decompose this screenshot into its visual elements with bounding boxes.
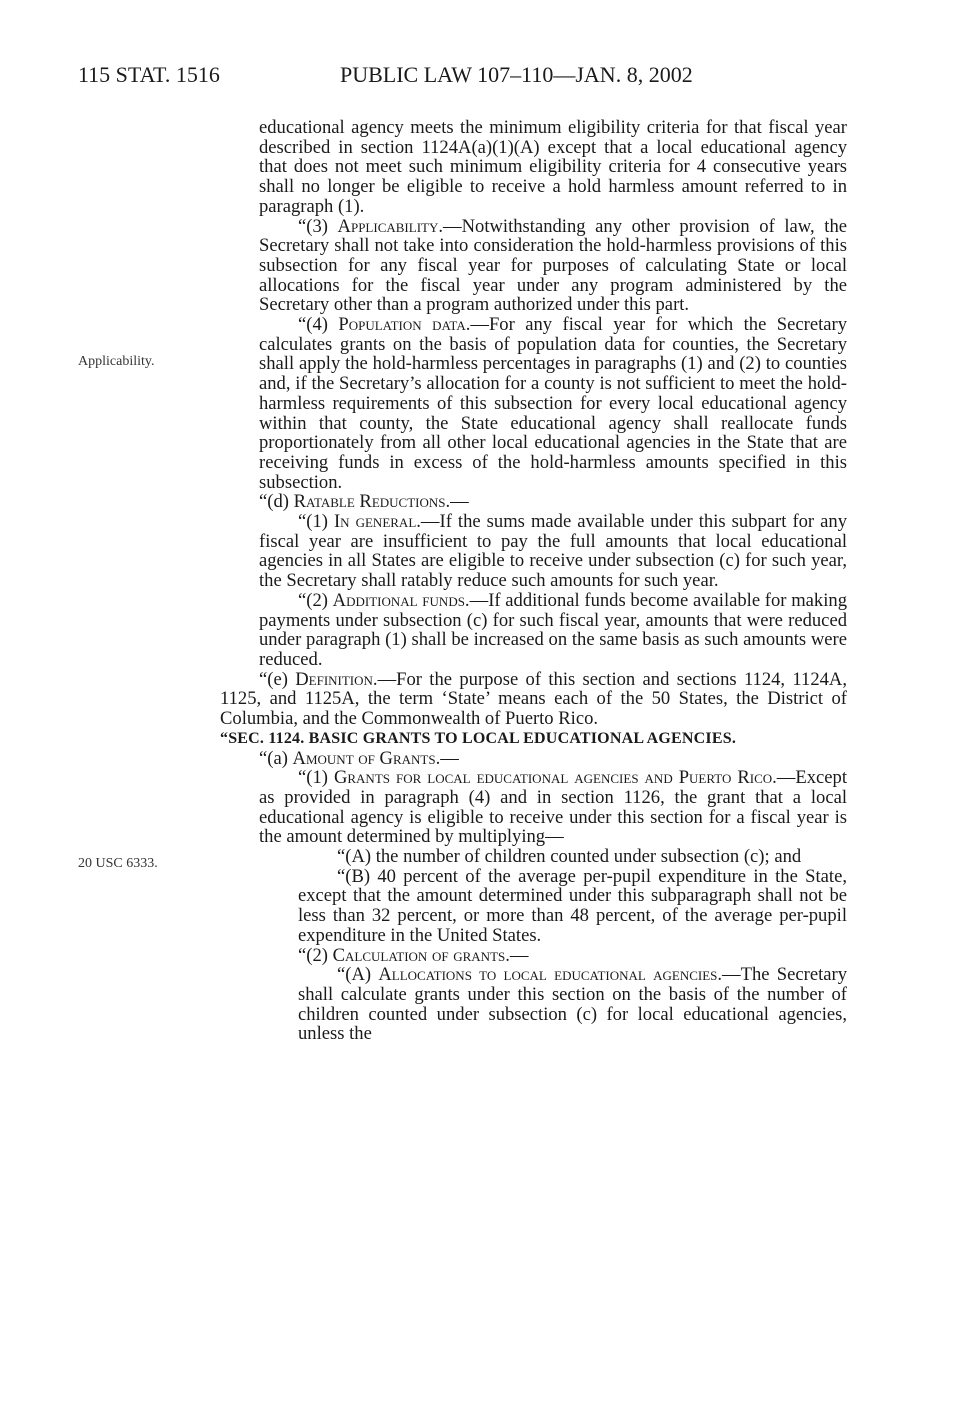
subsection-d-title: Ratable Reductions.— [293,491,469,513]
paragraph-4-text: —For any fiscal year for which the Secretary calculates grants on the basis of population data for counties, the Secretary shall apply the hold-harmless percentages in paragraphs (1) and (2) to counties and, if the Secretary’s allocation for a county is not sufficient to meet the hold-harmless requirements of this subsection for every local educational agency within that county, the State educational agency shall reallocate funds proportionately from all other local educational agencies in the State that are receiving funds in excess of the hold-harmless amounts specified in this subsection. [259,314,847,493]
paragraph-d1-heading: In general. [333,511,421,533]
paragraph-a1-heading: Grants for local educational agencies and Puerto Rico. [333,767,777,789]
paragraph-3-heading: Applicability. [337,215,444,237]
subparagraph-a1-B: “(B) 40 percent of the average per-pupil expenditure in the State, except that the amount determined under this subparagraph shall not be less than 32 percent, or more than 48 percent, of the average per-pupil expenditure in the United States. [298,865,847,946]
paragraph-a1-text: —Except as provided in paragraph (4) and in section 1126, the grant that a local educational agency is eligible to receive under this section for a fiscal year is the amount determined by multiplying— [259,767,847,848]
subparagraph-a1-A: “(A) the number of children counted under subsection (c); and [337,846,802,868]
paragraph-d2-lead: “(2) [298,589,333,611]
subparagraph-a2-A-lead: “(A) [337,964,379,986]
section-1124-heading: “SEC. 1124. BASIC GRANTS TO LOCAL EDUCATIONAL AGENCIES. [220,729,737,747]
paragraph-4-population-data [220,315,847,492]
subsection-a-heading [220,749,847,769]
subsection-e-definition [220,670,847,729]
paragraph-4-lead: “(4) [298,314,339,336]
subsection-d-heading [220,492,847,512]
subsection-e-text: —For the purpose of this section and sections 1124, 1124A, 1125, and 1125A, the term ‘State’ means each of the 50 States, the District of Columbia, and the Commonwealth of Puerto Rico. [220,668,847,730]
body-text [220,118,847,1044]
subsection-a-title: Amount of Grants.— [292,747,459,769]
paragraph-3-applicability [220,217,847,316]
paragraph-3-lead: “(3) [298,215,338,237]
paragraph-a1-grants [220,768,847,847]
running-header [78,62,847,92]
paragraph-4-heading: Population data. [338,314,471,336]
paragraph-a2-calculation [220,946,847,966]
paragraph-d2-additional-funds [220,591,847,670]
paragraph-d1-text: —If the sums made available under this subpart for any fiscal year are insufficient to pay the full amounts that local educational agencies in all States are eligible to receive under subsection (c) for such year, the Secretary shall ratably reduce such amounts for such year. [259,511,848,592]
paragraph-d2-text: —If additional funds become available for making payments under subsection (c) for such fiscal year, amounts that were reduced under paragraph (1) shall be increased on the same basis as such amounts were reduced. [259,589,847,670]
subsection-d-lead: “(d) [259,491,294,513]
subsection-a-lead: “(a) [259,747,293,769]
subparagraph-a2-A-text: The Secretary shall calculate grants under this section on the basis of the number of children counted under subsection (c) for local educational agencies, unless the [298,964,847,1045]
paragraph-a2-lead: “(2) [298,944,333,966]
subparagraph-a2-A [220,965,847,1044]
law-title: PUBLIC LAW 107–110—JAN. 8, 2002 [340,62,693,87]
paragraph-a1-lead: “(1) [298,767,334,789]
paragraph-d1-lead: “(1) [298,511,334,533]
page-reference: 115 STAT. 1516 [78,62,220,87]
margin-note-applicability: Applicability. [78,354,155,369]
margin-note-usc-ref: 20 USC 6333. [78,856,158,871]
paragraph-3-text: —Notwithstanding any other provision of law, the Secretary shall not take into consideration the hold-harmless provisions of this subsection for any fiscal year for purposes of calculating State or local allocations for the fiscal year under any program administered by the Secretary other than a program authorized under this part. [259,215,847,316]
subsection-e-heading: Definition. [295,668,378,690]
subsection-e-lead: “(e) [259,668,296,690]
paragraph-a2-heading: Calculation of grants.— [332,944,529,966]
paragraph-d2-heading: Additional funds. [332,589,470,611]
subparagraph-a2-A-heading: Allocations to local educational agencies.— [378,964,741,986]
paragraph-continuation: educational agency meets the minimum eligibility criteria for that fiscal year described in section 1124A(a)(1)(A) except that a local educational agency that does not meet such minimum eligibility criteria for 4 consecutive years shall no longer be eligible to receive a hold harmless amount referred to in paragraph (1). [259,117,847,217]
paragraph-d1-in-general [220,512,847,591]
